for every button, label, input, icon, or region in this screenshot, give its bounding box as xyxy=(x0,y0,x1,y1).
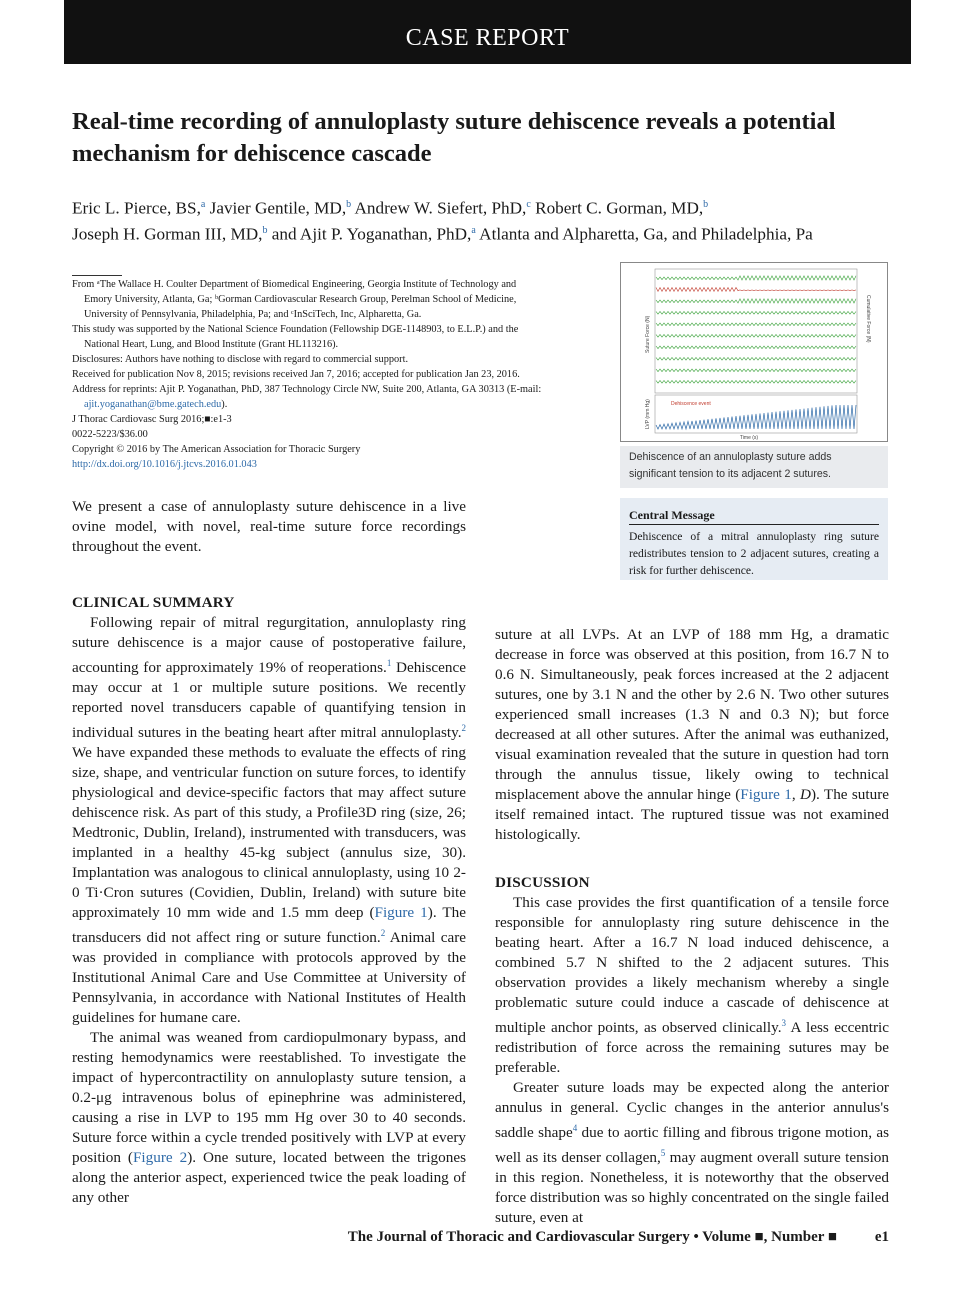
central-message-text: Dehiscence of a mitral annuloplasty ring suture redistributes tension to 2 adjacent sutures, creating a risk for further dehiscence. xyxy=(629,530,879,577)
affiliation-superscript[interactable]: c xyxy=(526,199,531,210)
force-plot-frame xyxy=(655,269,857,393)
y-axis-label: Suture Force (N) xyxy=(645,315,651,353)
page-number: e1 xyxy=(874,1229,889,1245)
figure-link[interactable]: Figure 1 xyxy=(740,786,792,803)
footnote-rule xyxy=(72,275,122,276)
author-line-1: Eric L. Pierce, BS,$^a$ Javier Gentile, MD,$^b$ Andrew W. Siefert, PhD,$^c$ Robert C. Gorman, MD,$^b$ xyxy=(72,198,709,218)
article-title: Real-time recording of annuloplasty suture dehiscence reveals a potential mechanism for dehiscence cascade xyxy=(72,108,836,167)
funding-line: National Heart, Lung, and Blood Institute (Grant HL113216). xyxy=(84,339,339,350)
dehiscence-annotation: Dehiscence event xyxy=(671,401,711,407)
affiliation-superscript[interactable]: b xyxy=(262,224,268,236)
funding-line: This study was supported by the National Science Foundation (Fellowship DGE-1148903, to E.L.P.) and the xyxy=(72,324,519,335)
column-right xyxy=(495,625,889,1228)
address-line: Address for reprints: Ajit P. Yoganathan, PhD, 387 Technology Circle NW, Suite 200, Atlanta, GA 30313 (E-mail: xyxy=(72,384,542,395)
figure-link[interactable]: Figure 1 xyxy=(374,904,428,922)
discussion-heading: DISCUSSION xyxy=(495,874,590,891)
reference-superscript[interactable]: 1 xyxy=(386,658,392,668)
email-line xyxy=(72,397,596,412)
affiliation-superscript[interactable]: b xyxy=(703,199,709,210)
y-axis-right-label: Cumulative Force (N) xyxy=(865,295,871,343)
paragraph: suture at all LVPs. At an LVP of 188 mm Hg, a dramatic decrease in force was observed at this position, from 16.7 N to 0.6 N. Simultaneously, peak forces increased at the 2 adjacent sutures, one by 3.1 N and the other by 2.6 N. Two other sutures experienced small increases (1.3 N and 0.3 N); but force decreased at all other sutures. After the animal was euthanized, visual examination revealed that the suture in question had torn through the annulus tissue, likely owing to technical misplacement above the annular hinge (Figure 1, D). The suture itself remained intact. The ruptured tissue was not examined histologically. xyxy=(495,626,890,843)
affiliation-line: From ᵃThe Wallace H. Coulter Department of Biomedical Engineering, Georgia Institute of Technology and xyxy=(72,279,517,290)
author-line-2: Joseph H. Gorman III, MD,$^b$ and Ajit P. Yoganathan, PhD,$^a$ Atlanta and Alpharetta, Ga, and Philadelphia, Pa xyxy=(72,224,813,244)
affiliations-footnote xyxy=(72,275,596,472)
figure-thumbnail[interactable] xyxy=(620,262,888,442)
affiliation-superscript[interactable]: b xyxy=(346,199,352,210)
paragraph: Following repair of mitral regurgitation, annuloplasty ring suture dehiscence is a major cause of postoperative failure, accounting for approximately 19% of reoperations.$^1$ Dehiscence may occur at 1 or multiple suture positions. We recently reported novel transducers capable of quantifying tension in individual sutures in the beating heart after mitral annuloplasty.$^2$ We have expanded these methods to evaluate the effects of ring size, shape, and ventricular function on suture forces, to identify physiological and device-specific factors that may affect suture dehiscence risk. As part of this study, a Profile3D ring (size, 26; Medtronic, Dublin, Ireland), instrumented with transducers, was implanted in a healthy 45-kg subject (annulus size, 30). Implantation was analogous to clinical annuloplasty, using 10 2-0 Ti·Cron sutures (Covidien, Dublin, Ireland) with suture bite approximately 10 mm wide and 1.5 mm deep (Figure 1). The transducers did not affect ring or suture function.$^2$ Animal care was provided in compliance with protocols approved by the Institutional Animal Care and Use Committee at University of Pennsylvania, in accordance with National Institutes of Health guidelines for humane care. xyxy=(72,614,466,1027)
suture-force-chart xyxy=(621,263,887,441)
affiliation-superscript[interactable]: a xyxy=(200,199,206,210)
reference-superscript[interactable]: 2 xyxy=(380,928,386,939)
author-list xyxy=(72,194,902,245)
footer-journal: The Journal of Thoracic and Cardiovascular Surgery • Volume ■, Number ■ xyxy=(347,1229,837,1245)
email-tail: ). xyxy=(221,399,228,410)
doi-link[interactable]: http://dx.doi.org/10.1016/j.jtcvs.2016.01.043 xyxy=(72,459,257,470)
disclosures-line: Disclosures: Authors have nothing to disclose with regard to commercial support. xyxy=(72,354,409,365)
paragraph: This case provides the first quantification of a tensile force responsible for annuloplasty ring suture dehiscence in the beating heart. After a 16.7 N load induced dehiscence, a combined 5.7 N shifted to the 2 adjacent sutures. This observation provides a likely mechanism whereby a single problematic suture could induce a cascade of dehiscence at multiple anchor points, as observed clinically.$^3$ A less eccentric redistribution of force across the remaining sutures may be preferable. xyxy=(495,894,889,1077)
abstract: We present a case of annuloplasty suture dehiscence in a live ovine model, with novel, real-time suture force recordings throughout the event. xyxy=(72,498,466,555)
copyright-line: Copyright © 2016 by The American Association for Thoracic Surgery xyxy=(72,444,361,455)
issn-line: 0022-5223/$36.00 xyxy=(72,429,148,440)
affiliation-line: University of Pennsylvania, Philadelphia, Pa; and ᶜInSciTech, Inc, Alpharetta, Ga. xyxy=(84,309,422,320)
central-message-heading: Central Message xyxy=(629,508,879,525)
paragraph: The animal was weaned from cardiopulmonary bypass, and resting hemodynamics were reestablished. To investigate the impact of hypercontractility on annuloplasty suture tension, a 0.2-μg intravenous bolus of epinephrine was administered, causing a rise in LVP to 195 mm Hg over 30 to 40 seconds. Suture force within a cycle trended positively with LVP at every position (Figure 2). One suture, located between the trigones along the anterior aspect, experienced twice the peak loading of any other xyxy=(72,1029,466,1207)
received-line: Received for publication Nov 8, 2015; revisions received Jan 7, 2016; accepted for publication Jan 23, 2016. xyxy=(72,369,520,380)
reference-superscript[interactable]: 4 xyxy=(572,1123,578,1134)
paragraph: Greater suture loads may be expected along the anterior annulus in general. Cyclic changes in the anterior annulus's saddle shape$^4$ due to aortic filling and fibrous trigone motion, as well as its denser collagen,$^5$ may augment overall suture tension in this region. Nonetheless, it is noteworthy that the observed force distribution was so highly concentrated on the single failed suture, even at xyxy=(495,1079,889,1227)
reference-superscript[interactable]: 2 xyxy=(461,723,466,734)
reference-superscript[interactable]: 5 xyxy=(660,1148,666,1159)
section-banner: CASE REPORT xyxy=(64,0,911,64)
clinical-summary-heading: CLINICAL SUMMARY xyxy=(72,594,235,611)
figure-caption: Dehiscence of an annuloplasty suture adds significant tension to its adjacent 2 sutures. xyxy=(620,446,888,488)
affiliation-line: Emory University, Atlanta, Ga; ᵇGorman Cardiovascular Research Group, Perelman School of Medicine, xyxy=(84,294,517,305)
lvp-axis-label: LVP (mm Hg) xyxy=(645,399,651,429)
column-left xyxy=(72,593,466,1208)
x-axis-label: Time (s) xyxy=(739,435,759,441)
affiliation-superscript[interactable]: a xyxy=(471,224,476,236)
central-message-box xyxy=(620,498,888,580)
reference-superscript[interactable]: 3 xyxy=(781,1018,787,1028)
email-link[interactable]: ajit.yoganathan@bme.gatech.edu xyxy=(84,399,222,410)
figure-link[interactable]: Figure 2 xyxy=(132,1149,188,1167)
citation-line: J Thorac Cardiovasc Surg 2016;■:e1-3 xyxy=(72,414,232,425)
